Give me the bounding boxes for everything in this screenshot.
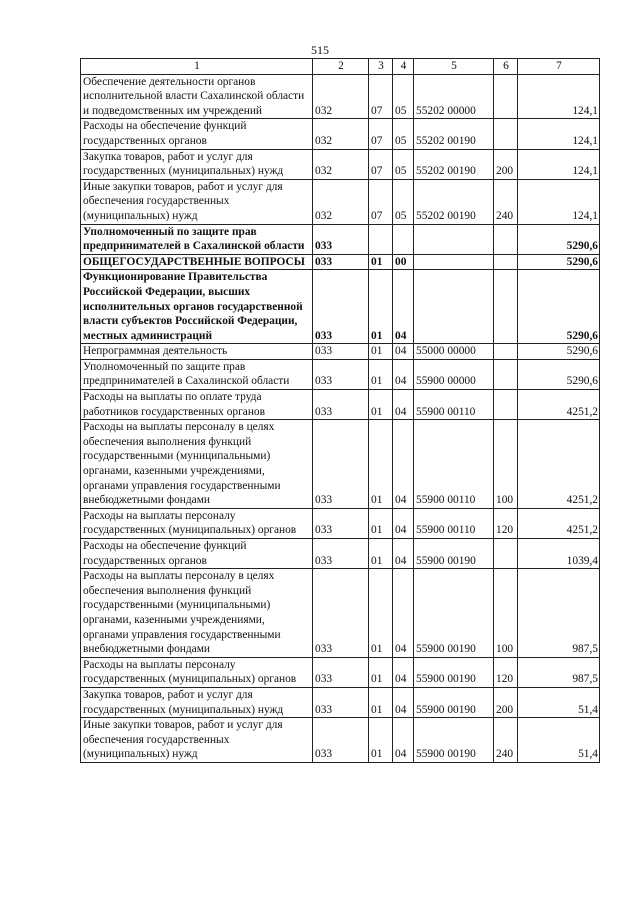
row-name-cell: Расходы на выплаты персоналу государственных (муниципальных) органов [81, 508, 313, 538]
amount-cell: 4251,2 [518, 390, 600, 420]
subsection-code-cell: 05 [393, 119, 414, 149]
subsection-code-cell: 00 [393, 254, 414, 270]
ministry-code-cell: 033 [313, 569, 369, 658]
ministry-code-cell: 033 [313, 539, 369, 569]
row-name-cell: Закупка товаров, работ и услуг для государственных (муниципальных) нужд [81, 149, 313, 179]
section-code-cell: 01 [369, 508, 393, 538]
ministry-code-cell: 033 [313, 657, 369, 687]
target-article-cell: 55900 00110 [414, 420, 494, 509]
subsection-code-cell: 04 [393, 687, 414, 717]
target-article-cell: 55900 00000 [414, 359, 494, 389]
row-name-cell: Расходы на выплаты персоналу в целях обеспечения выполнения функций государственными (муниципальными) органами, казенными учреждениями, органами управления государственными внебюджетными фондами [81, 420, 313, 509]
table-row [81, 657, 600, 687]
target-article-cell: 55900 00110 [414, 390, 494, 420]
ministry-code-cell: 033 [313, 344, 369, 360]
target-article-cell: 55900 00110 [414, 508, 494, 538]
table-row [81, 224, 600, 254]
row-name-cell: Функционирование Правительства Российской Федерации, высших исполнительных органов государственной власти субъектов Российской Федерации, местных администраций [81, 270, 313, 344]
expense-type-cell: 100 [494, 420, 518, 509]
table-header-row [81, 59, 600, 75]
table-row [81, 344, 600, 360]
row-name-cell: Расходы на выплаты персоналу в целях обеспечения выполнения функций государственными (муниципальными) органами, казенными учреждениями, органами управления государственными внебюджетными фондами [81, 569, 313, 658]
section-code-cell: 07 [369, 74, 393, 119]
section-code-cell: 01 [369, 254, 393, 270]
header-cell: 7 [518, 59, 600, 75]
amount-cell: 987,5 [518, 569, 600, 658]
table-row [81, 270, 600, 344]
subsection-code-cell: 05 [393, 179, 414, 224]
expense-type-cell: 200 [494, 149, 518, 179]
target-article-cell: 55000 00000 [414, 344, 494, 360]
subsection-code-cell: 04 [393, 420, 414, 509]
subsection-code-cell: 04 [393, 270, 414, 344]
subsection-code-cell: 04 [393, 657, 414, 687]
row-name-cell: Расходы на выплаты персоналу государственных (муниципальных) органов [81, 657, 313, 687]
table-row [81, 149, 600, 179]
ministry-code-cell: 033 [313, 254, 369, 270]
ministry-code-cell: 033 [313, 224, 369, 254]
table-row [81, 254, 600, 270]
row-name-cell: Расходы на обеспечение функций государственных органов [81, 119, 313, 149]
subsection-code-cell: 05 [393, 74, 414, 119]
row-name-cell: Уполномоченный по защите прав предпринимателей в Сахалинской области [81, 224, 313, 254]
amount-cell: 4251,2 [518, 508, 600, 538]
header-cell: 5 [414, 59, 494, 75]
amount-cell: 124,1 [518, 179, 600, 224]
subsection-code-cell: 04 [393, 390, 414, 420]
section-code-cell: 01 [369, 569, 393, 658]
row-name-cell: Непрограммная деятельность [81, 344, 313, 360]
table-row [81, 687, 600, 717]
row-name-cell: Уполномоченный по защите прав предпринимателей в Сахалинской области [81, 359, 313, 389]
section-code-cell: 01 [369, 359, 393, 389]
amount-cell: 5290,6 [518, 359, 600, 389]
target-article-cell: 55202 00190 [414, 149, 494, 179]
target-article-cell: 55900 00190 [414, 569, 494, 658]
expense-type-cell [494, 344, 518, 360]
subsection-code-cell: 04 [393, 569, 414, 658]
ministry-code-cell: 033 [313, 508, 369, 538]
header-cell: 4 [393, 59, 414, 75]
ministry-code-cell: 032 [313, 119, 369, 149]
expense-type-cell [494, 254, 518, 270]
amount-cell: 5290,6 [518, 270, 600, 344]
ministry-code-cell: 032 [313, 149, 369, 179]
amount-cell: 124,1 [518, 149, 600, 179]
amount-cell: 987,5 [518, 657, 600, 687]
row-name-cell: Расходы на обеспечение функций государственных органов [81, 539, 313, 569]
table-row [81, 718, 600, 763]
subsection-code-cell: 04 [393, 718, 414, 763]
row-name-cell: Иные закупки товаров, работ и услуг для обеспечения государственных (муниципальных) нужд [81, 179, 313, 224]
amount-cell: 5290,6 [518, 344, 600, 360]
expense-type-cell [494, 390, 518, 420]
target-article-cell [414, 270, 494, 344]
budget-table [80, 58, 600, 763]
subsection-code-cell: 05 [393, 149, 414, 179]
section-code-cell: 01 [369, 687, 393, 717]
amount-cell: 1039,4 [518, 539, 600, 569]
section-code-cell: 07 [369, 149, 393, 179]
target-article-cell [414, 224, 494, 254]
row-name-cell: ОБЩЕГОСУДАРСТВЕННЫЕ ВОПРОСЫ [81, 254, 313, 270]
amount-cell: 124,1 [518, 119, 600, 149]
ministry-code-cell: 033 [313, 718, 369, 763]
page-number: 515 [311, 43, 329, 57]
section-code-cell [369, 224, 393, 254]
table-row [81, 569, 600, 658]
header-cell: 2 [313, 59, 369, 75]
expense-type-cell [494, 119, 518, 149]
expense-type-cell [494, 270, 518, 344]
row-name-cell: Иные закупки товаров, работ и услуг для обеспечения государственных (муниципальных) нужд [81, 718, 313, 763]
amount-cell: 51,4 [518, 687, 600, 717]
table-row [81, 390, 600, 420]
subsection-code-cell: 04 [393, 359, 414, 389]
amount-cell: 5290,6 [518, 224, 600, 254]
table-row [81, 539, 600, 569]
table-row [81, 74, 600, 119]
section-code-cell: 01 [369, 420, 393, 509]
target-article-cell: 55900 00190 [414, 657, 494, 687]
expense-type-cell: 120 [494, 508, 518, 538]
expense-type-cell: 120 [494, 657, 518, 687]
expense-type-cell: 240 [494, 718, 518, 763]
header-cell: 3 [369, 59, 393, 75]
subsection-code-cell: 04 [393, 539, 414, 569]
ministry-code-cell: 033 [313, 359, 369, 389]
subsection-code-cell: 04 [393, 508, 414, 538]
amount-cell: 124,1 [518, 74, 600, 119]
ministry-code-cell: 032 [313, 74, 369, 119]
amount-cell: 5290,6 [518, 254, 600, 270]
expense-type-cell [494, 539, 518, 569]
ministry-code-cell: 033 [313, 420, 369, 509]
section-code-cell: 07 [369, 119, 393, 149]
target-article-cell: 55202 00000 [414, 74, 494, 119]
ministry-code-cell: 033 [313, 687, 369, 717]
ministry-code-cell: 033 [313, 390, 369, 420]
table-row [81, 508, 600, 538]
subsection-code-cell: 04 [393, 344, 414, 360]
expense-type-cell: 240 [494, 179, 518, 224]
section-code-cell: 01 [369, 718, 393, 763]
section-code-cell: 01 [369, 344, 393, 360]
table-row [81, 119, 600, 149]
expense-type-cell: 200 [494, 687, 518, 717]
table-row [81, 179, 600, 224]
section-code-cell: 01 [369, 270, 393, 344]
expense-type-cell [494, 359, 518, 389]
amount-cell: 51,4 [518, 718, 600, 763]
subsection-code-cell [393, 224, 414, 254]
target-article-cell: 55900 00190 [414, 539, 494, 569]
target-article-cell: 55900 00190 [414, 718, 494, 763]
section-code-cell: 01 [369, 539, 393, 569]
target-article-cell [414, 254, 494, 270]
expense-type-cell [494, 74, 518, 119]
row-name-cell: Расходы на выплаты по оплате труда работников государственных органов [81, 390, 313, 420]
row-name-cell: Обеспечение деятельности органов исполнительной власти Сахалинской области и подведомственных им учреждений [81, 74, 313, 119]
expense-type-cell: 100 [494, 569, 518, 658]
target-article-cell: 55202 00190 [414, 179, 494, 224]
amount-cell: 4251,2 [518, 420, 600, 509]
table-row [81, 359, 600, 389]
section-code-cell: 01 [369, 390, 393, 420]
ministry-code-cell: 033 [313, 270, 369, 344]
header-cell: 6 [494, 59, 518, 75]
section-code-cell: 07 [369, 179, 393, 224]
table-row [81, 420, 600, 509]
ministry-code-cell: 032 [313, 179, 369, 224]
header-cell: 1 [81, 59, 313, 75]
target-article-cell: 55202 00190 [414, 119, 494, 149]
expense-type-cell [494, 224, 518, 254]
target-article-cell: 55900 00190 [414, 687, 494, 717]
section-code-cell: 01 [369, 657, 393, 687]
row-name-cell: Закупка товаров, работ и услуг для государственных (муниципальных) нужд [81, 687, 313, 717]
